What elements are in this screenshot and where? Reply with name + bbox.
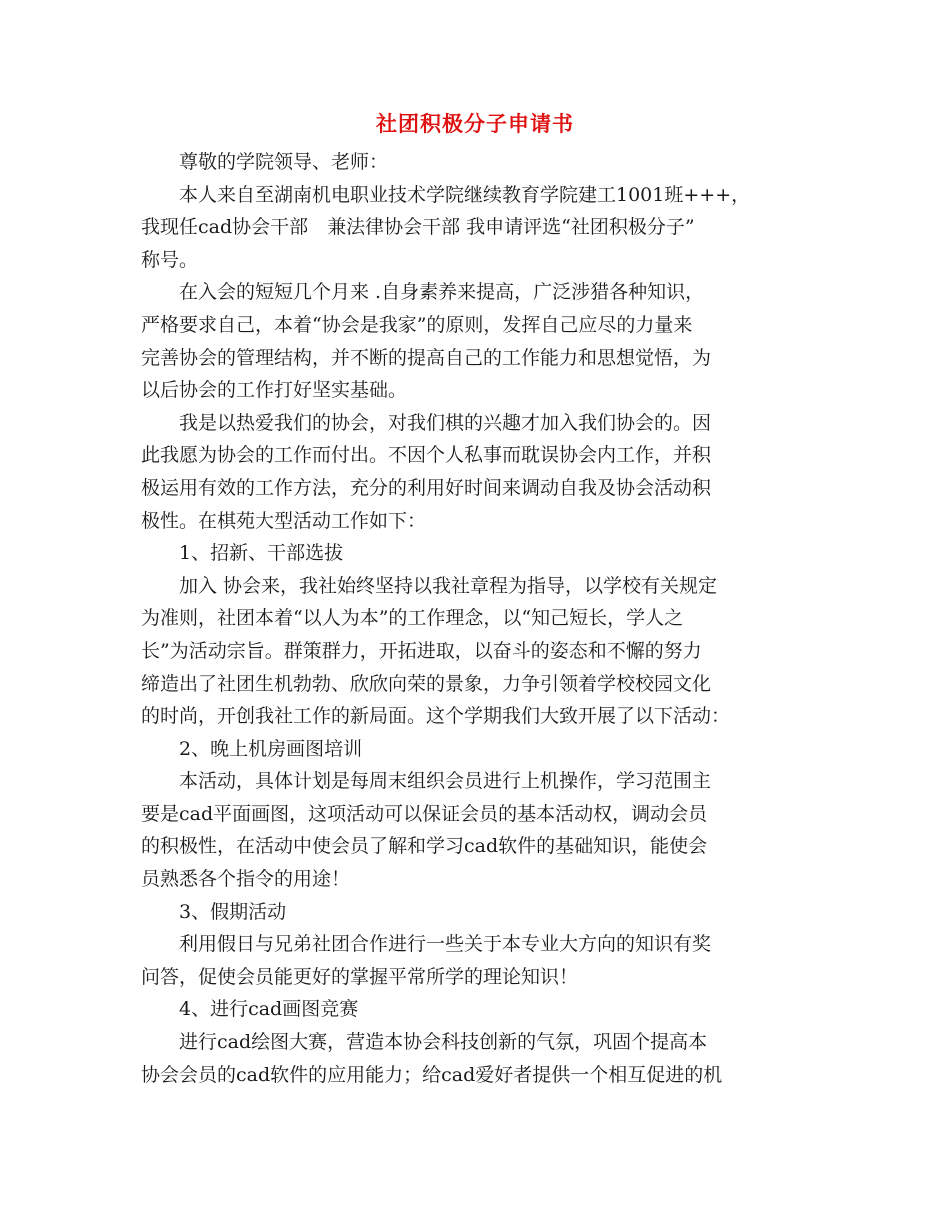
- text-line: 以后协会的工作打好坚实基础。: [141, 379, 408, 402]
- text-line: 为准则，社团本着“以人为本”的工作理念，以“知己短长，学人之: [141, 607, 684, 630]
- text-line: 3、假期活动: [179, 900, 287, 923]
- text-line: 此我愿为协会的工作而付出。不因个人私事而耽误协会内工作，并积: [141, 444, 712, 467]
- text-line: 的积极性，在活动中使会员了解和学习cad软件的基础知识，能使会: [141, 835, 708, 858]
- text-line: 尊敬的学院领导、老师：: [179, 151, 389, 173]
- text-line: 缔造出了社团生机勃勃、欣欣向荣的景象，力争引领着学校校园文化: [141, 672, 712, 695]
- text-line: 本活动，具体计划是每周末组织会员进行上机操作，学习范围主: [179, 770, 712, 793]
- text-line: 称号。: [141, 248, 199, 271]
- text-line: 本人来自至湖南机电职业技术学院继续教育学院建工1001班+++，: [179, 183, 751, 206]
- text-line: 在入会的短短几个月来 .自身素养来提高，广泛涉猎各种知识，: [179, 281, 705, 304]
- document-body: [141, 146, 813, 1091]
- text-line: 1、招新、干部选拔: [179, 542, 344, 565]
- text-line: 2、晚上机房画图培训: [179, 737, 363, 760]
- text-line: 极运用有效的工作方法，充分的利用好时间来调动自我及协会活动积: [141, 476, 712, 499]
- text-line: 问答，促使会员能更好的掌握平常所学的理论知识！: [141, 965, 579, 988]
- text-line: 极性。在棋苑大型活动工作如下：: [141, 509, 427, 532]
- text-line: 协会会员的cad软件的应用能力；给cad爱好者提供一个相互促进的机: [141, 1063, 723, 1086]
- text-line: 严格要求自己，本着“协会是我家”的原则，发挥自己应尽的力量来: [141, 313, 693, 336]
- text-line: 加入 协会来，我社始终坚持以我社章程为指导，以学校有关规定: [179, 574, 718, 597]
- text-line: 的时尚，开创我社工作的新局面。这个学期我们大致开展了以下活动：: [141, 705, 731, 728]
- text-line: 长”为活动宗旨。群策群力，开拓进取，以奋斗的姿态和不懈的努力: [141, 639, 702, 662]
- document-title: 社团积极分子申请书: [376, 111, 574, 136]
- text-line: 员熟悉各个指令的用途！: [141, 868, 351, 891]
- text-line: 我是以热爱我们的协会，对我们棋的兴趣才加入我们协会的。因: [179, 411, 712, 434]
- text-line: 要是cad平面画图，这项活动可以保证会员的基本活动权，调动会员: [141, 802, 708, 825]
- text-line: 完善协会的管理结构，并不断的提高自己的工作能力和思想觉悟，为: [141, 346, 712, 369]
- text-line: 进行cad绘图大赛，营造本协会科技创新的气氛，巩固个提高本: [179, 1031, 708, 1054]
- text-line: 4、进行cad画图竞赛: [179, 998, 359, 1021]
- text-line: 我现任cad协会干部 兼法律协会干部 我申请评选“社团积极分子”: [141, 216, 695, 239]
- text-line: 利用假日与兄弟社团合作进行一些关于本专业大方向的知识有奖: [179, 933, 712, 956]
